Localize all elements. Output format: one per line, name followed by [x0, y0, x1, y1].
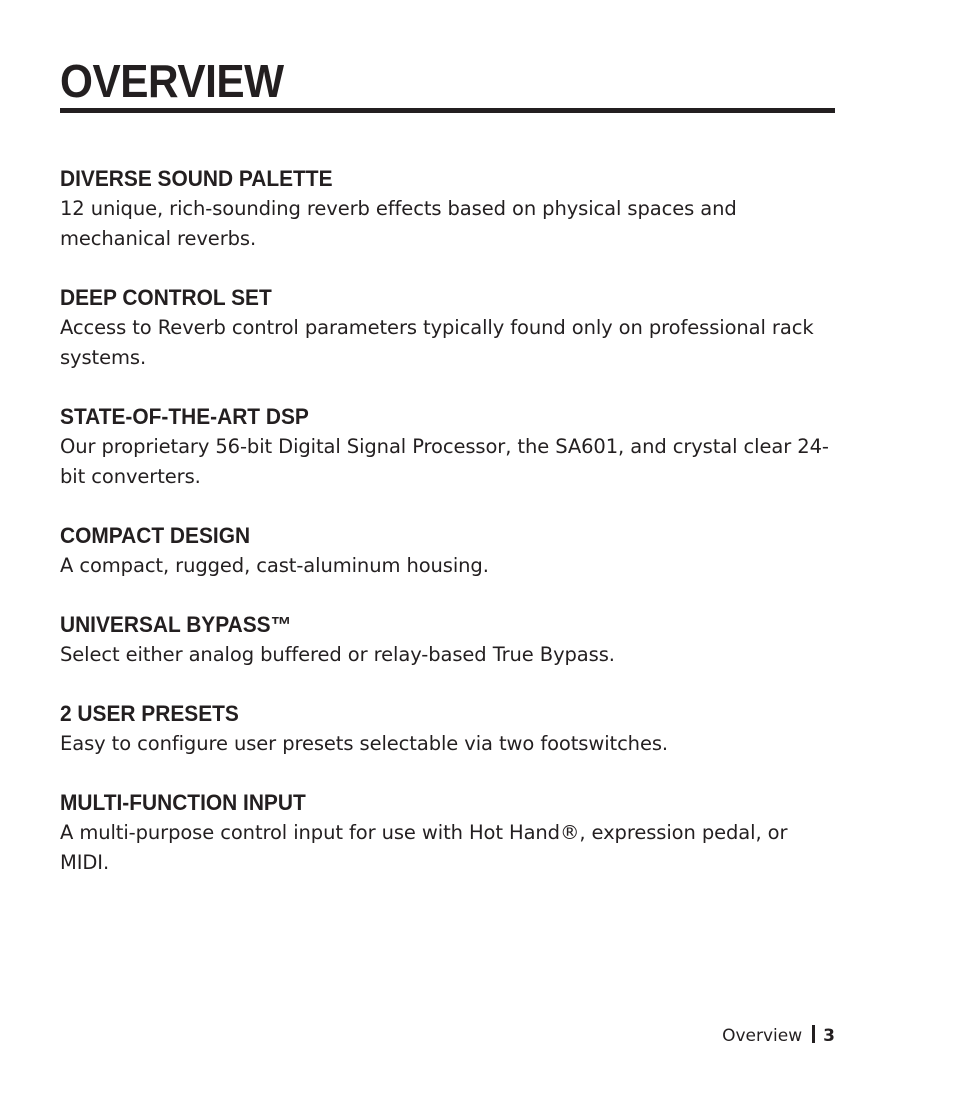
page-title: OVERVIEW: [60, 55, 284, 107]
feature-heading: 2 USER PRESETS: [60, 701, 239, 726]
feature-description: Select either analog buffered or relay-based True Bypass.: [60, 643, 615, 666]
feature-heading: DIVERSE SOUND PALETTE: [60, 166, 333, 191]
footer-separator: [812, 1025, 815, 1043]
feature-item: [60, 699, 835, 759]
feature-item: [60, 283, 835, 373]
title-divider: [60, 108, 835, 113]
feature-description: 12 unique, rich-sounding reverb effects based on physical spaces and mechanical reverbs.: [60, 197, 737, 250]
feature-heading: STATE-OF-THE-ART DSP: [60, 404, 309, 429]
feature-heading: UNIVERSAL BYPASS™: [60, 612, 292, 637]
feature-item: [60, 402, 835, 492]
feature-description: A multi-purpose control input for use with Hot Hand®, expression pedal, or MIDI.: [60, 821, 788, 874]
feature-description: A compact, rugged, cast-aluminum housing.: [60, 554, 489, 577]
feature-item: [60, 521, 835, 581]
feature-list: [60, 164, 835, 907]
feature-description: Access to Reverb control parameters typically found only on professional rack systems.: [60, 316, 814, 369]
feature-description: Our proprietary 56-bit Digital Signal Processor, the SA601, and crystal clear 24-bit converters.: [60, 435, 829, 488]
page-footer: [722, 1024, 835, 1048]
footer-section-label: Overview: [722, 1026, 803, 1046]
feature-heading: MULTI-FUNCTION INPUT: [60, 790, 306, 815]
page-number: 3: [823, 1026, 835, 1046]
feature-item: [60, 788, 835, 878]
feature-heading: COMPACT DESIGN: [60, 523, 251, 548]
feature-heading: DEEP CONTROL SET: [60, 285, 272, 310]
feature-item: [60, 164, 835, 254]
feature-item: [60, 610, 835, 670]
feature-description: Easy to configure user presets selectable via two footswitches.: [60, 732, 668, 755]
